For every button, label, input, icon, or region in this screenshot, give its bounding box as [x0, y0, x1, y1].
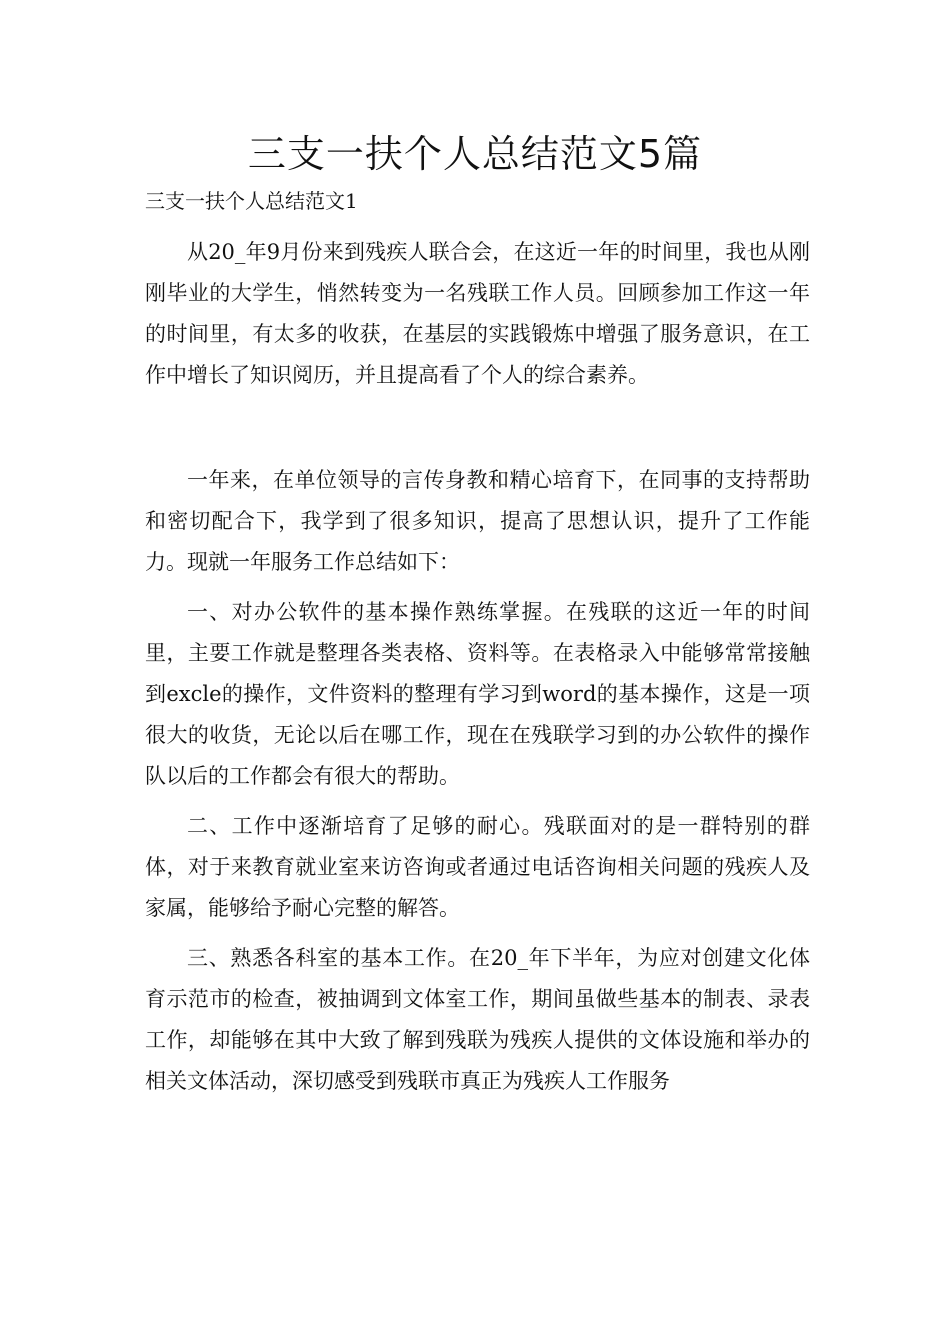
document-body: [145, 232, 810, 1102]
paragraph-spacer: [145, 929, 810, 938]
section-heading: 三支一扶个人总结范文1: [145, 189, 358, 213]
paragraph-4: 二、工作中逐渐培育了足够的耐心。残联面对的是一群特别的群体，对于来教育就业室来访咨询或者通过电话咨询相关问题的残疾人及家属，能够给予耐心完整的解答。: [145, 814, 810, 920]
paragraph-spacer: [145, 797, 810, 806]
paragraph-spacer: [145, 396, 810, 460]
paragraph-5: 三、熟悉各科室的基本工作。在20_年下半年，为应对创建文化体育示范市的检查，被抽调到文体室工作，期间虽做些基本的制表、录表工作，却能够在其中大致了解到残联为残疾人提供的文体设施和举办的相关文体活动，深切感受到残联市真正为残疾人工作服务: [145, 946, 810, 1093]
paragraph-2: 一年来，在单位领导的言传身教和精心培育下，在同事的支持帮助和密切配合下，我学到了很多知识，提高了思想认识，提升了工作能力。现就一年服务工作总结如下：: [145, 468, 810, 574]
paragraph-spacer: [145, 583, 810, 592]
paragraph-1: 从20_年9月份来到残疾人联合会，在这近一年的时间里，我也从刚刚毕业的大学生，悄然转变为一名残联工作人员。回顾参加工作这一年的时间里，有太多的收获，在基层的实践锻炼中增强了服务意识，在工作中增长了知识阅历，并且提高看了个人的综合素养。: [145, 240, 810, 387]
document-title: 三支一扶个人总结范文5篇: [247, 132, 703, 176]
paragraph-3: 一、对办公软件的基本操作熟练掌握。在残联的这近一年的时间里，主要工作就是整理各类表格、资料等。在表格录入中能够常常接触到excle的操作，文件资料的整理有学习到word的基本操作，这是一项很大的收货，无论以后在哪工作，现在在残联学习到的办公软件的操作队以后的工作都会有很大的帮助。: [145, 600, 810, 788]
